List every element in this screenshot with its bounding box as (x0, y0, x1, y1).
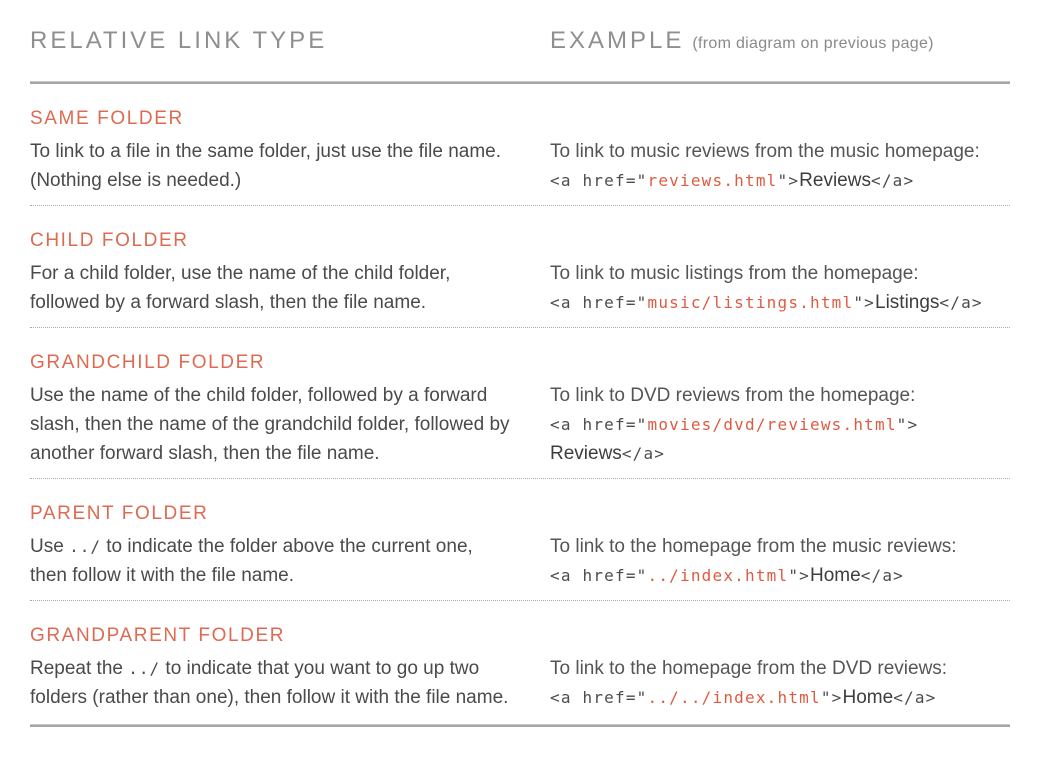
example-cell (550, 352, 1010, 468)
link-text-segment: Home (842, 687, 894, 708)
code-segment: <a href=" (550, 688, 648, 707)
description-text-segment: to indicate that you want to go up two folders (rather than one), then follow it with the file name. (30, 658, 509, 708)
link-text-segment: Reviews (799, 170, 871, 191)
code-segment: "> (777, 171, 800, 190)
code-path-segment: music/listings.html (647, 293, 854, 312)
code-segment: <a href=" (550, 566, 648, 585)
inline-code-segment: ../ (69, 537, 101, 556)
link-text-segment: Listings (875, 292, 940, 313)
code-line (550, 166, 1010, 195)
row-description (30, 654, 510, 712)
code-segment: "> (820, 688, 843, 707)
code-segment: "> (853, 293, 875, 312)
table-header (30, 24, 1010, 61)
example-cell (550, 625, 1010, 712)
link-text-segment: Reviews (550, 443, 622, 464)
example-intro: To link to DVD reviews from the homepage: (550, 385, 916, 406)
example-intro: To link to the homepage from the music reviews: (550, 536, 957, 557)
example-cell (550, 503, 1010, 590)
column-header-example-note: (from diagram on previous page) (692, 35, 934, 52)
code-line (550, 683, 1010, 712)
description-text-segment: Repeat the (30, 658, 129, 679)
row-description (30, 532, 510, 590)
column-header-example-label: EXAMPLE (550, 27, 685, 54)
description-text-segment: Use the name of the child folder, followed by a forward slash, then the name of the grandchild folder, followed by another forward slash, then the file name. (30, 385, 510, 464)
code-line (550, 561, 1010, 590)
code-line (550, 439, 1010, 468)
description-text-segment: For a child folder, use the name of the child folder, followed by a forward slash, then the file name. (30, 263, 451, 313)
link-type-cell (30, 625, 550, 712)
code-segment: <a href=" (550, 293, 648, 312)
inline-code-segment: ../ (128, 659, 161, 678)
table-row (30, 328, 1010, 479)
code-segment: <a href=" (550, 171, 648, 190)
row-description (30, 381, 510, 468)
code-segment: </a> (860, 566, 905, 585)
table-row (30, 206, 1010, 328)
row-title: GRANDCHILD FOLDER (30, 352, 266, 373)
code-segment: "> (788, 566, 810, 585)
description-text-segment: to indicate the folder above the current one, then follow it with the file name. (30, 536, 473, 586)
row-title: GRANDPARENT FOLDER (30, 625, 286, 646)
row-title: SAME FOLDER (30, 108, 184, 129)
code-segment: </a> (939, 293, 983, 312)
description-text-segment: Use (30, 536, 70, 557)
link-type-cell (30, 230, 550, 317)
code-segment: <a href=" (550, 415, 648, 434)
table-row (30, 601, 1010, 722)
code-segment: </a> (870, 171, 915, 190)
code-segment: </a> (621, 444, 666, 463)
row-title: CHILD FOLDER (30, 230, 189, 251)
code-path-segment: ../index.html (647, 566, 789, 585)
row-title: PARENT FOLDER (30, 503, 209, 524)
table-row (30, 84, 1010, 206)
link-text-segment: Home (810, 565, 861, 586)
code-path-segment: reviews.html (647, 171, 778, 190)
column-header-relative-link-type: RELATIVE LINK TYPE (30, 27, 328, 54)
code-line (550, 410, 1010, 439)
example-intro: To link to the homepage from the DVD reviews: (550, 658, 948, 679)
code-path-segment: movies/dvd/reviews.html (647, 415, 897, 434)
row-description (30, 137, 510, 195)
link-type-cell (30, 503, 550, 590)
column-header-example (550, 24, 1010, 61)
row-description (30, 259, 510, 317)
example-cell (550, 108, 1010, 195)
table-row (30, 479, 1010, 601)
link-type-cell (30, 108, 550, 195)
description-text-segment: To link to a file in the same folder, just use the file name. (Nothing else is needed.) (30, 141, 502, 191)
link-type-table (30, 84, 1010, 722)
example-intro: To link to music listings from the homepage: (550, 263, 919, 284)
footer-divider (30, 724, 1010, 727)
example-intro: To link to music reviews from the music homepage: (550, 141, 980, 162)
code-path-segment: ../../index.html (647, 688, 821, 707)
code-line (550, 288, 1010, 317)
example-cell (550, 230, 1010, 317)
code-segment: </a> (893, 688, 937, 707)
code-segment: "> (896, 415, 919, 434)
link-type-cell (30, 352, 550, 468)
